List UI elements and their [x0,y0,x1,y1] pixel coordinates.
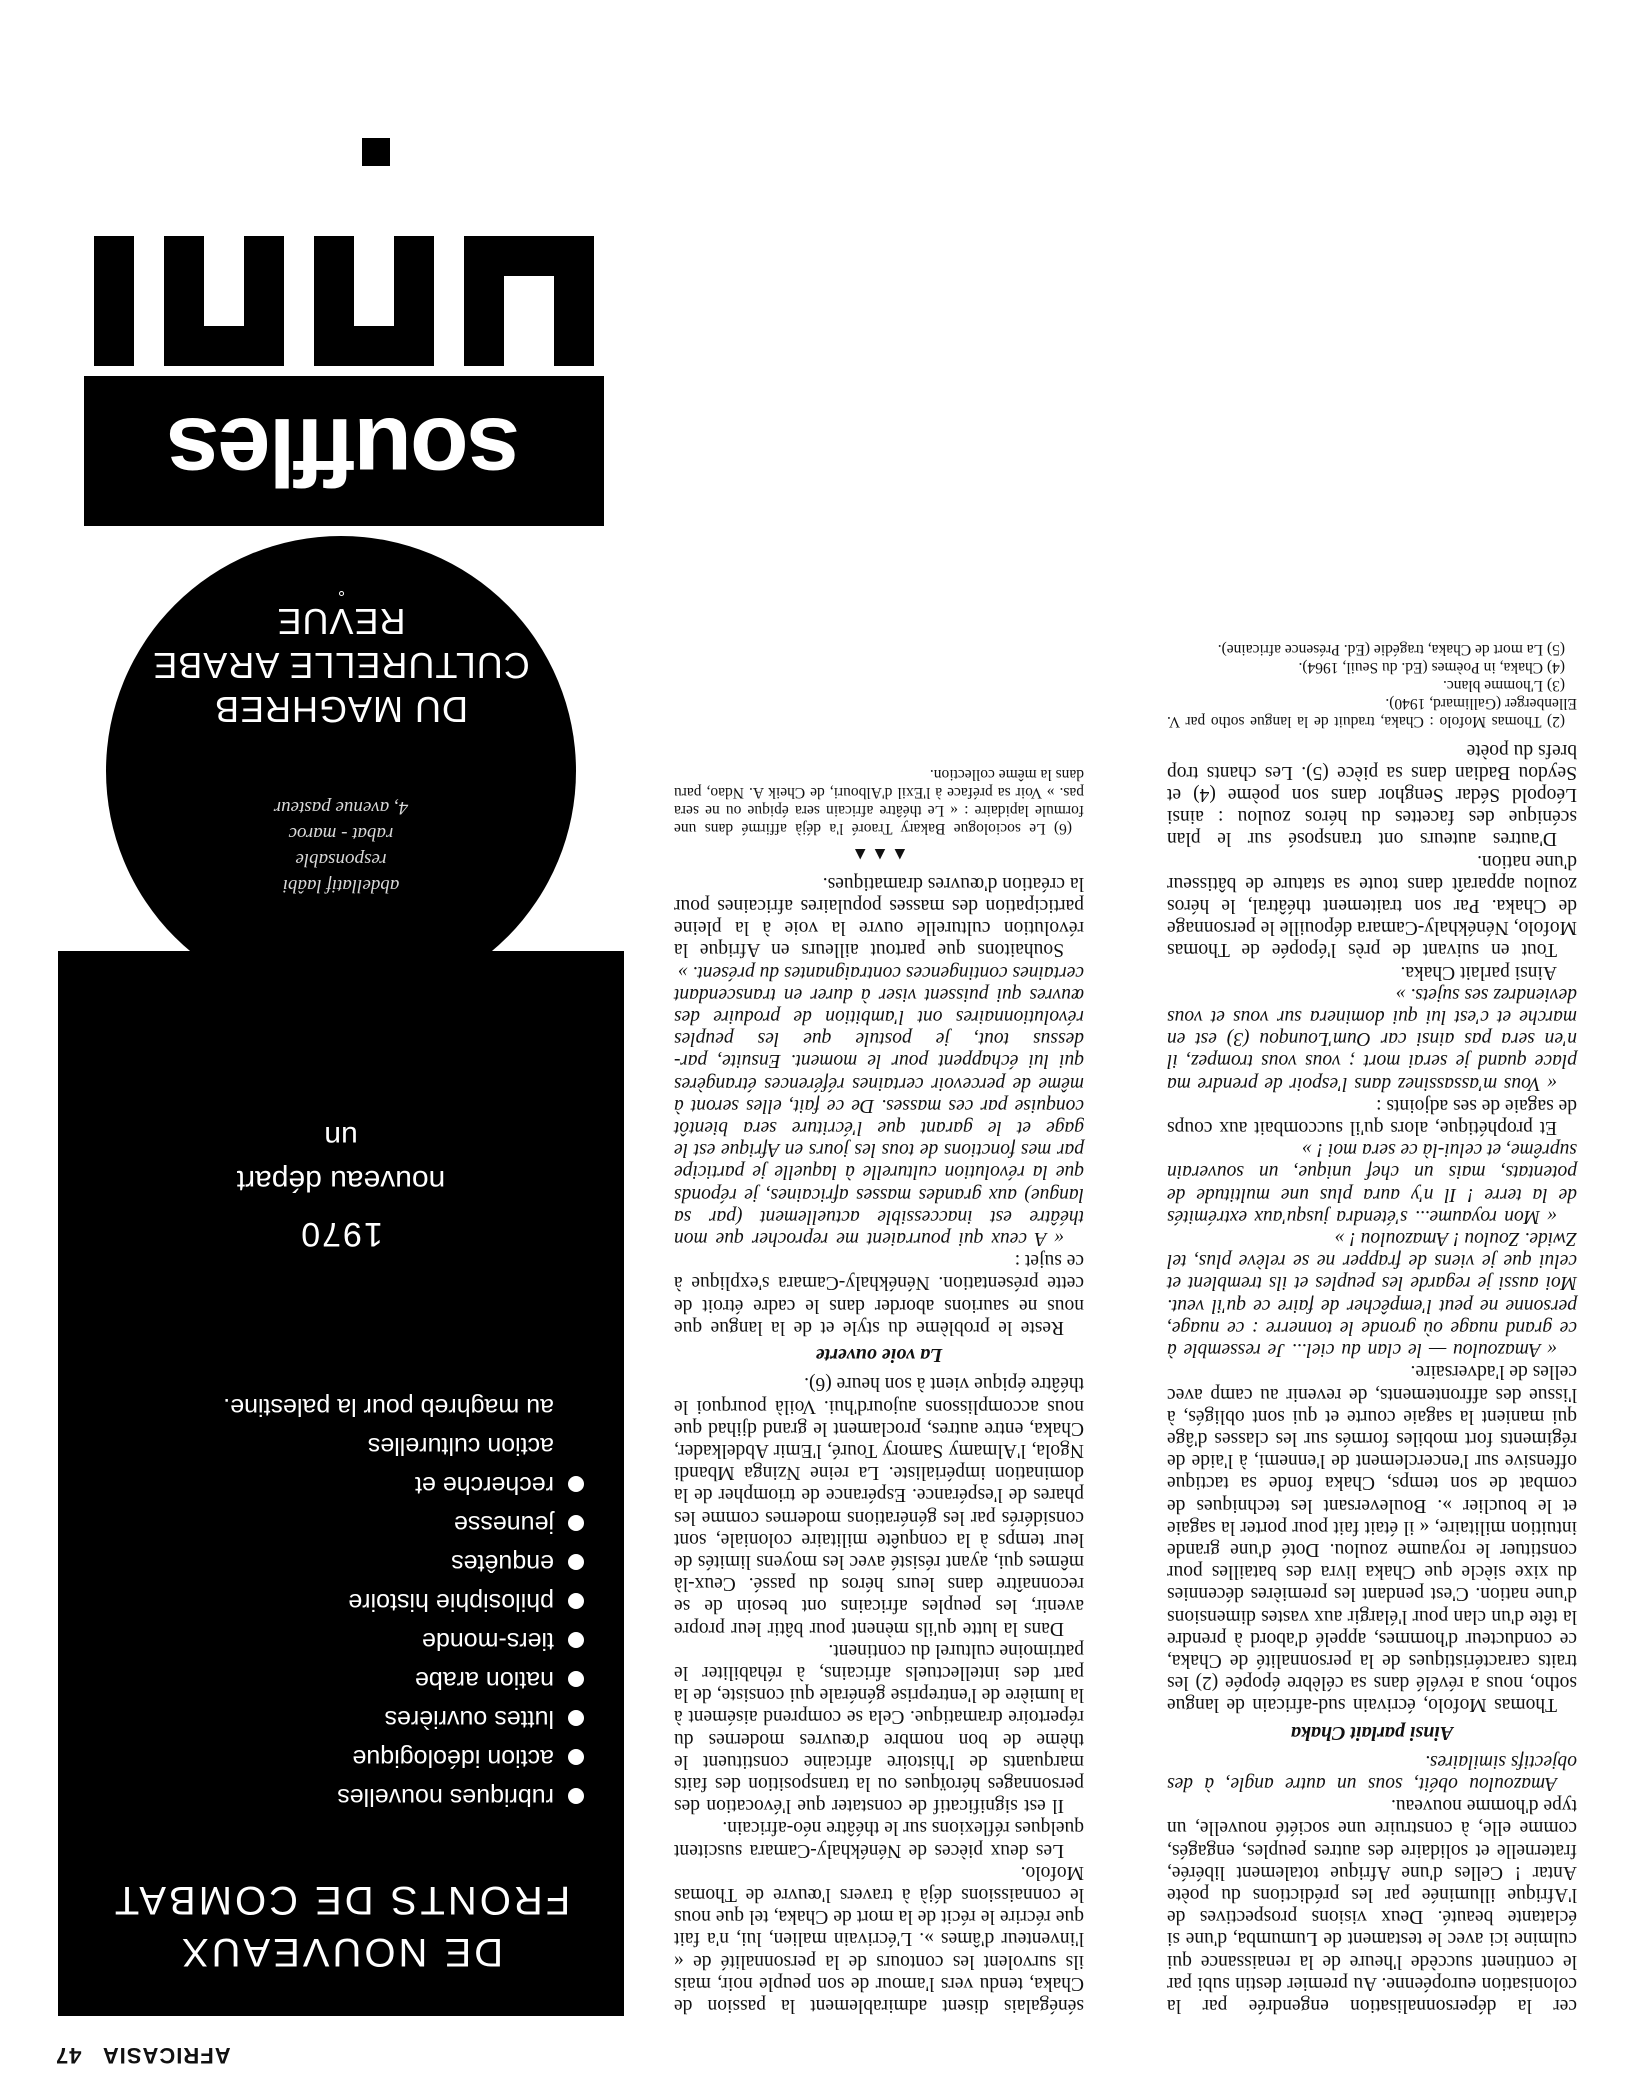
bullet-icon [568,1750,584,1766]
paragraph: Dans la lutte qu'ils mènent pour bâtir leur propre avenir, les peuples africains ont besoin de se reconnaître dans leurs héros du passé. Ceux-là mêmes qui, ayant résisté avec les moyens limités de leur temps à la conquête militaire coloniale, sont considérés par les générations modernes comme les phares de l'espérance. Espérance de triompher de la domination impérialiste. La reine Nzinga Mbandi Ngola, l'Almamy Samory Touré, l'Emir Abdelkader, Chaka, entre autres, proclament le grand djihad que nous accomplissons aujourd'hui. Voilà pourquoi le théâtre épique vient à son heure (6). [674,1373,1084,1639]
bullet-icon [568,1672,584,1688]
text-column-1 [1167,640,1577,2016]
ad-depart [58,1114,624,1256]
ad-black-panel [58,951,624,2016]
quote-paragraph: « A ceux qui pourraient me reprocher que mon théâtre est inaccessible actuellement (par sa langue) aux grandes masses africaines, je réponds que la révolution culturelle à laquelle je participe par mes fonctions de tous les jours en Afrique est le gage et le garant que l'écriture sera bientôt conquise par ces masses. De ce fait, elles seront à même de percevoir certaines références étrangères qui lui échappent pour le moment. Ensuite, par-dessus tout, je postule que les peuples révolutionnaires ont l'ambition de produire des œuvres qui puissent viser à durer en transcendant certaines contingences contraignantes du présent. » [674,961,1084,1250]
list-item-continued: action culturelles [367,1432,554,1460]
paragraph: Et prophétique, alors qu'il succombait aux coups de sagaie de ses adjoints : [1167,1094,1577,1139]
paragraph: Reste le problème du style et de la langue que nous ne saurions aborder dans le cadre étroit de cette présentation. Nénékhaly-Camara s'explique à ce sujet : [674,1250,1084,1338]
paragraph: D'autres auteurs ont transposé sur le plan scénique des facettes du héros zoulou : ainsi Léopold Sédar Senghor dans son poème (4) et Seydou Badian dans sa pièce (5). Les chants trop brefs du poète [1167,739,1577,850]
ad-title-line: FRONTS DE COMBAT [111,1878,571,1922]
paragraph: Ainsi parlait Chaka. [1400,961,1557,983]
list-item: luttes ouvrières [94,1699,584,1738]
bullet-icon [568,1477,584,1493]
list-item: action idéologique [94,1738,584,1777]
logo-graphic [84,236,604,366]
logo-wordmark: souffles [84,376,604,526]
souffles-logo [84,226,604,526]
bullet-icon [568,1633,584,1649]
logo-square [362,138,390,166]
quote-paragraph: « Vous m'assassinez dans l'espoir de prendre ma place quand je serai mort ; vous vous trompez, il n'en sera pas ainsi car Oum'Lounqou (3) est en marche et c'est lui qui dominera sur vous et vous deviendrez ses sujets. » [1167,983,1577,1094]
running-head [55,2042,245,2068]
list-item: philosiphie histoire [94,1582,584,1621]
paragraph: Souhaitons que partout ailleurs en Afrique la révolution culturelle ouvre la voie à la pleine participation des masses populaires africaines pour la création d'œuvres dramatiques. [674,872,1084,961]
footnote: (4) Chaka, in Poèmes (Ed. du Seuil, 1964). [1298,659,1565,677]
quote-paragraph: « Amazoulou — le clan du ciel... Je ressemble à ce grand nuage où gronde le tonnerre : ce nuage, personne ne peut l'empêcher de faire ce qu'il veut. Moi aussi je regarde les peuples et ils tremblent et celui que je viens de frapper ne se relève plus, tel Zwide. Zoulou ! Amazoulou ! » [1167,1228,1577,1361]
paragraph: Les deux pièces de Nénékhaly-Camara suscitent quelques réflexions sur le théâtre néo-africain. [674,1817,1084,1861]
ad-depart-line: un [324,1120,358,1153]
list-item: tiers-monde [94,1621,584,1660]
souffles-advertisement [58,61,624,2036]
degree-mark: ° [336,579,346,599]
footnote: (3) L'homme blanc. [1442,677,1565,695]
list-item: rubriques nouvelles [94,1777,584,1816]
list-item: recherche et [94,1465,584,1504]
ad-address: abdellatif laâbi responsable rabat - maroc 4, avenue pasteur [273,797,409,896]
paragraph: Il est significatif de constater que l'évocation des personnages héroïques ou la transposition des faits marquants de l'histoire africaine constituent le thème de bon nombre d'œuvres modernes du répertoire dramatique. Cela se comprend aisément à la lumière de l'entreprise générale qui consiste, de la part des intellectuels africains, à réhabiliter le patrimoine culturel du continent. [674,1639,1084,1817]
bullet-icon [568,1516,584,1532]
list-item: nation arabe [94,1660,584,1699]
paragraph: sénégalais disent admirablement la passion de Chaka, tendu vers l'amour de son peuple noir, mais ils survolent les contours de la personnalité de « l'inventeur d'âmes ». L'écrivain malien, lui, n'a fait que récrire le récit de la mort de Chaka, tel que nous le connaissions déjà à travers l'œuvre de Thomas Mofolo. [674,1861,1084,2016]
paragraph: Amazoulou obéit, sous un autre angle, à des objectifs similaires. [1167,1750,1577,1794]
paragraph: cer la dépersonnalisation engendrée par la colonisation européenne. Au premier destin subi par le continent succède l'heure de la renaissance qui culmine ici avec le testament de Lumumba, d'une si éclatante beauté. Deux visions prospectives de l'Afrique illuminée par les prédictions du poète Antar ! Celles d'une Afrique totalement libérée, fraternelle et solidaire des autres peuples, engagés, comme elle, à construire une société nouvelle, un type d'homme nouveau. [1167,1795,1577,2016]
ad-year: 1970 [299,1215,383,1253]
ad-depart-line: nouveau départ [236,1164,446,1197]
footnote: (2) Thomas Mofolo : Chaka, traduit de la langue sotho par V. Ellenberger (Gallimard, 1940). [1167,695,1577,731]
section-heading-voie: La voie ouverte [815,1344,943,1367]
ad-topic-list [94,1387,584,1816]
ad-title-line: DE NOUVEAUX [178,1930,504,1974]
ad-review-title: DU MAGHREB CULTURELLE ARABE REVUE ° [106,579,576,731]
page-number: 47 [55,2043,82,2068]
list-item: jeunesse [94,1504,584,1543]
magazine-name: AFRICASIA [102,2043,231,2068]
paragraph: Thomas Mofolo, écrivain sud-africain de langue sotho, nous a révélé dans sa célèbre épopée (2) les traits caractéristiques de la personnalité de Chaka, ce conducteur d'hommes, appelé d'abord à prendre la tête d'un clan pour l'élargir aux vastes dimensions d'une nation. C'est pendant les premières décennies du xixe siècle que Chaka livra des batailles pour constituer le royaume zoulou. Doté d'une grande intuition militaire, « il était fait pour porter la sagaie et le bouclier ». Bouleversant les techniques de combat de son temps, Chaka fonde sa tactique offensive sur l'encerclement de l'ennemi, à l'aide de régiments fort mobiles formés sur les classes d'âge qui manient la sagaie courte et qui sont obligés, à l'issue des affrontements, de revenir au camp avec celles de l'adversaire. [1167,1361,1577,1716]
quote-paragraph: « Mon royaume... s'étendra jusqu'aux extrémités de la terre ! Il n'y aura plus une multitude de potentats, mais un chef unique, un souverain suprême, et celui-là ce sera moi ! » [1167,1139,1577,1227]
bullet-icon [568,1789,584,1805]
end-mark: ▲▲▲ [849,844,909,865]
ad-circle [106,536,576,1006]
list-item: enquêtes [94,1543,584,1582]
bullet-icon [568,1594,584,1610]
section-heading-chaka: Ainsi parlait Chaka [1290,1721,1454,1744]
text-column-2 [674,765,1084,2016]
list-item-continued: au maghreb pour la palestine. [223,1393,554,1421]
bullet-icon [568,1711,584,1727]
footnote: (6) Le sociologue Bakary Traoré l'a déjà affirmé dans une formule lapidaire : « Le théâtre africain sera épique ou ne sera pas. » Voir sa préface à l'Exil d'Albouri, de Cheik A. Ndao, paru dans la même collection. [674,766,1084,838]
bullet-icon [568,1555,584,1571]
paragraph: Tout en suivant de près l'épopée de Thomas Mofolo, Nénékhaly-Camara dépouille le personnage de Chaka. Par son traitement théâtral, le héros zoulou apparaît dans toute sa stature de bâtisseur d'une nation. [1167,850,1577,961]
footnote: (5) La mort de Chaka, tragédie (Ed. Présence africaine). [1217,641,1565,659]
ad-title [58,1874,624,1978]
